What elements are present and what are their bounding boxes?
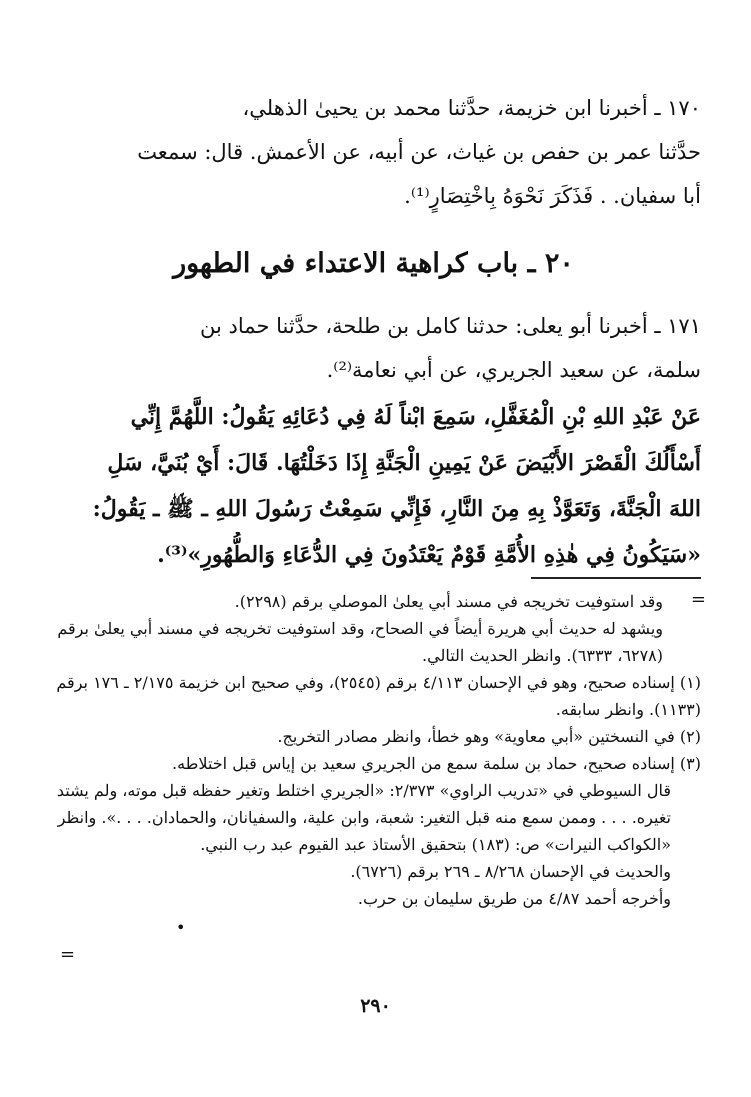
- footnote-3-paragraph: قال السيوطي في «تدريب الراوي» ٢/٣٧٣: «الجريري اختلط وتغير حفظه قبل موته، ولم يشتد تغيره. . . . وممن سمع منه قبل التغير: شعبة، وابن علية، والسفيانان، والحمادان. . . .». وانظر «الكواكب النيرات» ص: (١٨٣) بتحقيق الأستاذ عبد القيوم عبد رب النبي.: [56, 781, 671, 854]
- footnote-continuation: وقد استوفيت تخريجه في مسند أبي يعلىٰ الموصلي برقم (٢٢٩٨).: [234, 592, 663, 611]
- footnote-1: (١) إسناده صحيح، وهو في الإحسان ٤/١١٣ برقم (٢٥٤٥)، وفي صحيح ابن خزيمة ٢/١٧٥ ـ ١٧٦ برقم (١١٣٣). وانظر سابقه.: [56, 673, 701, 719]
- text-line: ١٧٠ ـ أخبرنا ابن خزيمة، حدَّثنا محمد بن يحيىٰ الذهلي،: [242, 96, 701, 120]
- continuation-marker: =: [690, 589, 706, 610]
- hadith-text: [46, 394, 701, 578]
- paragraph-171: [46, 304, 701, 392]
- text-line: سلمة، عن سعيد الجريري، عن أبي نعامة⁽²⁾.: [326, 358, 701, 382]
- footnote-continuation: ويشهد له حديث أبي هريرة أيضاً في الصحاح، وقد استوفيت تخريجه في مسند أبي يعلىٰ برقم (٦٢٧٨، ٦٣٣٣). وانظر الحديث التالي.: [57, 619, 663, 665]
- hadith-line: أَسْأَلُكَ الْقَصْرَ الأَبْيَضَ عَنْ يَمِينِ الْجَنَّةِ إِذَا دَخَلْتُهَا. قَالَ: أَيْ بُنَيَّ، سَلِ: [107, 450, 701, 476]
- continuation-marker: =: [60, 944, 76, 965]
- footnotes-section: [46, 588, 701, 912]
- paragraph-170: [46, 86, 701, 218]
- text-line: حدَّثنا عمر بن حفص بن غياث، عن أبيه، عن الأعمش. قال: سمعت: [137, 140, 701, 164]
- footnote-3: (٣) إسناده صحيح، حماد بن سلمة سمع من الجريري سعيد بن إياس قبل اختلاطه.: [172, 754, 701, 773]
- hadith-line: «سَيَكُونُ فِي هٰذِهِ الأُمَّةِ قَوْمٌ يَعْتَدُونَ فِي الدُّعَاءِ وَالطُّهُورِ»⁽³⁾.: [157, 542, 701, 568]
- footnote-2: (٢) في النسختين «أبي معاوية» وهو خطأ، وانظر مصادر التخريج.: [277, 727, 701, 746]
- footnote-3-paragraph: وأخرجه أحمد ٤/٨٧ من طريق سليمان بن حرب.: [357, 889, 671, 908]
- text-line: أبا سفيان. . فَذَكَرَ نَحْوَهُ بِاخْتِصَارٍ⁽¹⁾.: [404, 184, 701, 208]
- footnote-3-paragraph: والحديث في الإحسان ٨/٢٦٨ ـ ٢٦٩ برقم (٦٧٢٦).: [350, 862, 671, 881]
- footnote-divider: [531, 577, 701, 579]
- chapter-heading: ٢٠ ـ باب كراهية الاعتداء في الطهور: [173, 248, 574, 279]
- text-line: ١٧١ ـ أخبرنا أبو يعلى: حدثنا كامل بن طلحة، حدَّثنا حماد بن: [200, 314, 701, 338]
- hadith-line: اللهَ الْجَنَّةَ، وَتَعَوَّذْ بِهِ مِنَ النَّارِ، فَإِنِّي سَمِعْتُ رَسُولَ اللهِ ـ ﷺ ـ يَقُولُ:: [92, 496, 701, 522]
- bullet-dot: •: [176, 918, 186, 937]
- hadith-line: عَنْ عَبْدِ اللهِ بْنِ الْمُغَفَّلِ، سَمِعَ ابْناً لَهُ فِي دُعَائِهِ يَقُولُ: اللَّهُمَّ إِنِّي: [130, 404, 701, 430]
- page-number: ٢٩٠: [360, 995, 391, 1017]
